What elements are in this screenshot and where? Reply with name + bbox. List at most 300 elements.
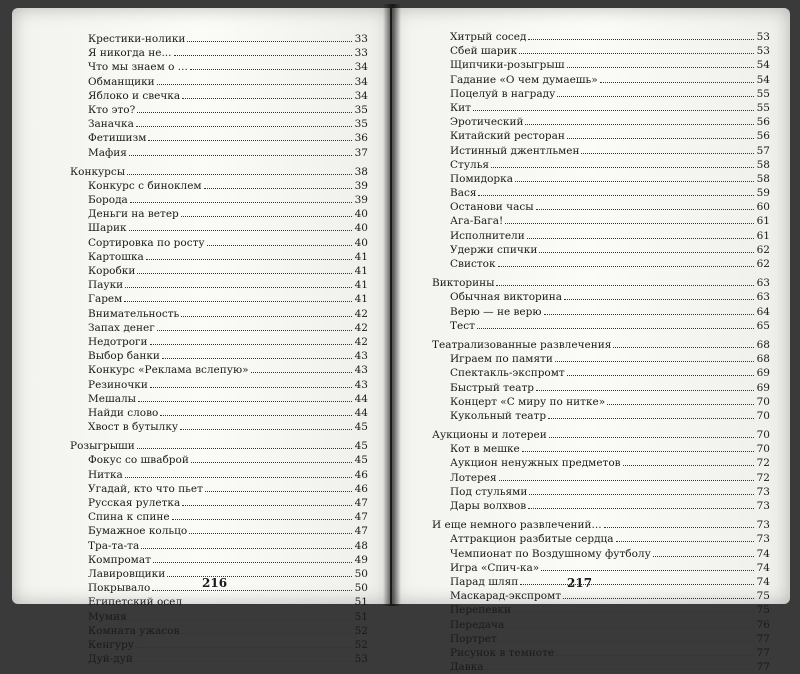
toc-entry-title: Игра «Спич-ка» <box>450 561 540 574</box>
toc-entry <box>70 392 368 406</box>
toc-entry <box>432 547 770 561</box>
toc-entry-page: 65 <box>756 319 770 332</box>
dot-leader <box>136 638 352 648</box>
toc-entry-title: Аукцион ненужных предметов <box>450 457 621 470</box>
dot-leader <box>181 307 352 317</box>
toc-entry-page: 77 <box>756 632 770 645</box>
toc-entry-page: 45 <box>354 421 368 434</box>
dot-leader <box>567 129 754 139</box>
toc-entry-title: Портрет <box>450 632 497 645</box>
toc-entry-title: Лавировщики <box>88 567 166 580</box>
toc-entry <box>70 595 368 609</box>
toc-entry-title: Щипчики-розыгрыш <box>450 59 565 72</box>
toc-entry <box>432 395 770 409</box>
toc-entry <box>432 532 770 546</box>
toc-entry <box>70 264 368 278</box>
toc-entry-title: Обычная викторина <box>450 291 563 304</box>
toc-entry-page: 46 <box>354 482 368 495</box>
right-page-number: 217 <box>567 576 593 590</box>
toc-entry-title: Что мы знаем о ... <box>88 61 188 74</box>
toc-entry <box>70 363 368 377</box>
toc-entry-title: Заначка <box>88 118 134 131</box>
toc-entry-page: 72 <box>756 457 770 470</box>
toc-entry-title: Кенгуру <box>88 638 134 651</box>
dot-leader <box>520 575 754 585</box>
dot-leader <box>141 539 352 549</box>
toc-entry-title: Дуй-дуй <box>88 653 133 666</box>
toc-entry-page: 70 <box>756 429 770 442</box>
dot-leader <box>251 363 352 373</box>
dot-leader <box>607 395 754 405</box>
dot-leader <box>613 338 754 348</box>
dot-leader <box>567 58 755 68</box>
toc-entry-title: Компромат <box>88 553 151 566</box>
toc-entry <box>432 409 770 423</box>
toc-entry-title: Конкурс с биноклем <box>88 179 202 192</box>
toc-entry-title: Поцелуй в награду <box>450 87 556 100</box>
toc-entry-page: 53 <box>756 31 770 43</box>
toc-entry-page: 35 <box>354 103 368 116</box>
toc-entry <box>70 292 368 306</box>
dot-leader <box>137 439 352 449</box>
toc-entry-page: 74 <box>756 561 770 574</box>
dot-leader <box>129 610 352 620</box>
toc-entry-page: 60 <box>756 201 770 214</box>
toc-entry-page: 77 <box>756 661 770 674</box>
toc-entry-page: 62 <box>756 258 770 270</box>
toc-entry-page: 59 <box>756 187 770 200</box>
toc-entry-title: Аукционы и лотереи <box>432 429 547 442</box>
toc-entry-title: Недотроги <box>88 335 148 348</box>
toc-entry <box>432 214 770 228</box>
toc-entry-title: Кот в мешке <box>450 443 520 456</box>
toc-entry-title: Викторины <box>432 277 495 290</box>
dot-leader <box>477 319 754 329</box>
toc-entry <box>432 456 770 470</box>
dot-leader <box>549 428 754 438</box>
toc-entry-title: Гадание «О чем думаешь» <box>450 73 598 86</box>
dot-leader <box>563 589 754 599</box>
toc-entry-title: Розыгрыши <box>70 440 135 453</box>
toc-entry <box>70 89 368 103</box>
toc-entry <box>432 319 770 333</box>
toc-entry <box>70 32 368 46</box>
dot-leader <box>653 547 754 557</box>
dot-leader <box>137 103 352 113</box>
toc-entry-title: Бумажное кольцо <box>88 525 188 538</box>
toc-entry-page: 58 <box>756 158 770 171</box>
toc-entry-title: Крестики-нолики <box>88 33 186 45</box>
toc-entry-title: Спина к спине <box>88 511 170 524</box>
toc-entry-page: 47 <box>354 525 368 538</box>
toc-entry-title: Тест <box>450 319 475 332</box>
toc-entry <box>432 485 770 499</box>
toc-entry-page: 51 <box>354 596 368 609</box>
toc-entry <box>432 73 770 87</box>
toc-section-entry <box>432 338 770 352</box>
toc-entry <box>70 179 368 193</box>
toc-entry-title: Китайский ресторан <box>450 130 565 143</box>
toc-entry-title: Конкурс «Реклама вслепую» <box>88 364 249 377</box>
toc-entry-title: Фетишизм <box>88 132 147 145</box>
toc-entry-page: 40 <box>354 208 368 221</box>
toc-entry <box>70 335 368 349</box>
toc-entry-title: Лотерея <box>450 471 497 484</box>
toc-entry-title: Передача <box>450 618 505 631</box>
dot-leader <box>555 352 754 362</box>
dot-leader <box>556 646 754 656</box>
dot-leader <box>187 32 352 42</box>
toc-entry <box>432 243 770 257</box>
toc-entry-page: 57 <box>756 144 770 157</box>
toc-entry-page: 45 <box>354 440 368 453</box>
toc-entry-title: Выбор банки <box>88 350 160 363</box>
dot-leader <box>581 144 754 154</box>
dot-leader <box>536 381 754 391</box>
dot-leader <box>124 292 352 302</box>
toc-entry-page: 34 <box>354 61 368 74</box>
toc-entry-title: Комната ужасов <box>88 624 180 637</box>
toc-entry-title: Яблоко и свечка <box>88 89 181 102</box>
toc-entry-title: Дары волхвов <box>450 500 527 512</box>
dot-leader <box>498 257 754 267</box>
toc-entry-page: 70 <box>756 395 770 408</box>
dot-leader <box>180 420 352 430</box>
toc-entry-page: 74 <box>756 547 770 560</box>
toc-entry-page: 58 <box>756 172 770 185</box>
toc-entry-page: 54 <box>756 59 770 72</box>
toc-entry <box>70 131 368 145</box>
toc-entry-page: 73 <box>756 533 770 546</box>
toc-entry-title: Верю — не верю <box>450 305 542 318</box>
dot-leader <box>506 618 754 628</box>
toc-entry-title: Хвост в бутылку <box>88 421 179 434</box>
toc-entry-title: Кто это? <box>88 103 136 116</box>
dot-leader <box>541 561 754 571</box>
toc-entry <box>70 307 368 321</box>
toc-entry-page: 37 <box>354 146 368 159</box>
toc-entry-title: Мумия <box>88 610 127 623</box>
toc-entry-page: 75 <box>756 590 770 603</box>
toc-entry-title: Русская рулетка <box>88 497 181 509</box>
toc-entry-page: 43 <box>354 378 368 391</box>
dot-leader <box>548 409 754 419</box>
dot-leader <box>130 193 352 203</box>
dot-leader <box>529 485 754 495</box>
toc-entry <box>432 366 770 380</box>
dot-leader <box>499 632 754 642</box>
toc-entry-page: 43 <box>354 350 368 363</box>
dot-leader <box>204 179 352 189</box>
toc-entry-page: 50 <box>354 567 368 580</box>
toc-entry-title: Обманщики <box>88 75 155 88</box>
toc-entry <box>432 603 770 617</box>
toc-entry-page: 63 <box>756 277 770 290</box>
dot-leader <box>182 624 353 634</box>
toc-entry-title: Покрывало <box>88 582 151 595</box>
dot-leader <box>513 603 754 613</box>
toc-entry <box>70 496 368 510</box>
dot-leader <box>515 172 754 182</box>
dot-leader <box>491 158 754 168</box>
toc-entry <box>432 115 770 129</box>
toc-entry-page: 33 <box>354 33 368 45</box>
toc-entry-page: 63 <box>756 291 770 304</box>
toc-section-entry <box>432 276 770 290</box>
toc-entry-page: 41 <box>354 279 368 292</box>
toc-entry-page: 61 <box>756 215 770 228</box>
toc-entry <box>432 172 770 186</box>
toc-entry <box>70 221 368 235</box>
toc-entry <box>70 60 368 74</box>
toc-entry-title: Коробки <box>88 265 136 277</box>
toc-entry-title: Эротический <box>450 116 524 129</box>
toc-entry-page: 35 <box>354 118 368 131</box>
toc-entry-title: Фокус со шваброй <box>88 454 189 467</box>
toc-entry-title: Хитрый сосед <box>450 31 527 43</box>
dot-leader <box>181 207 352 217</box>
toc-entry-title: Сортировка по росту <box>88 236 205 249</box>
toc-entry <box>432 660 770 674</box>
toc-entry-title: Под стульями <box>450 485 528 498</box>
toc-entry-title: Истинный джентльмен <box>450 144 580 157</box>
toc-entry <box>432 305 770 319</box>
toc-entry-title: Мафия <box>88 146 127 159</box>
toc-entry-title: Резиночки <box>88 378 148 391</box>
toc-entry <box>432 30 770 44</box>
toc-entry <box>432 381 770 395</box>
dot-leader <box>600 73 754 83</box>
dot-leader <box>528 499 754 509</box>
toc-entry-page: 56 <box>756 130 770 143</box>
dot-leader <box>189 524 352 534</box>
toc-entry <box>432 44 770 58</box>
toc-entry-page: 56 <box>756 116 770 129</box>
dot-leader <box>522 442 754 452</box>
left-page-number: 216 <box>202 576 228 590</box>
dot-leader <box>478 186 754 196</box>
toc-entry-title: Останови часы <box>450 201 534 214</box>
toc-entry-title: Перепевки <box>450 604 511 617</box>
dot-leader <box>174 46 353 56</box>
toc-entry-title: Театрализованные развлечения <box>432 338 612 351</box>
toc-entry <box>432 257 770 271</box>
toc-entry <box>70 406 368 420</box>
right-page <box>392 8 790 674</box>
left-page <box>12 8 390 666</box>
dot-leader <box>496 276 754 286</box>
dot-leader <box>486 660 754 670</box>
dot-leader <box>519 44 754 54</box>
toc-entry-page: 43 <box>354 364 368 377</box>
dot-leader <box>473 101 754 111</box>
toc-entry <box>70 103 368 117</box>
toc-entry <box>432 646 770 660</box>
toc-section-entry <box>70 165 368 179</box>
dot-leader <box>160 406 352 416</box>
toc-entry <box>432 442 770 456</box>
toc-entry <box>432 632 770 646</box>
toc-entry-page: 69 <box>756 381 770 394</box>
toc-entry <box>70 539 368 553</box>
toc-entry <box>432 186 770 200</box>
toc-entry <box>70 652 368 666</box>
toc-entry <box>70 250 368 264</box>
toc-entry-title: Деньги на ветер <box>88 208 179 221</box>
toc-entry <box>70 510 368 524</box>
toc-entry-page: 61 <box>756 229 770 242</box>
dot-leader <box>153 553 352 563</box>
dot-leader <box>129 146 352 156</box>
toc-entry-page: 47 <box>354 497 368 509</box>
toc-entry <box>70 638 368 652</box>
toc-entry-page: 68 <box>756 338 770 351</box>
toc-entry-page: 55 <box>756 87 770 100</box>
toc-entry-title: Стулья <box>450 158 490 171</box>
dot-leader <box>527 229 754 239</box>
toc-entry-title: Конкурсы <box>70 165 126 178</box>
toc-entry <box>70 207 368 221</box>
toc-section-entry <box>70 439 368 453</box>
toc-entry-page: 44 <box>354 392 368 405</box>
toc-entry-page: 62 <box>756 243 770 256</box>
toc-entry-page: 75 <box>756 604 770 617</box>
toc-entry <box>70 482 368 496</box>
toc-entry <box>432 561 770 575</box>
toc-entry-title: Пауки <box>88 279 124 292</box>
toc-entry-page: 54 <box>756 73 770 86</box>
toc-entry-page: 49 <box>354 553 368 566</box>
toc-entry <box>70 420 368 434</box>
toc-entry-title: Тра-та-та <box>88 539 140 552</box>
toc-entry <box>70 46 368 60</box>
toc-entry-page: 33 <box>354 47 368 60</box>
toc-entry-page: 50 <box>354 582 368 595</box>
toc-entry-title: Маскарад-экспромт <box>450 590 562 603</box>
toc-entry <box>432 58 770 72</box>
toc-entry <box>70 524 368 538</box>
toc-entry-page: 52 <box>354 624 368 637</box>
toc-entry-page: 34 <box>354 89 368 102</box>
dot-leader <box>190 60 352 70</box>
toc-entry-page: 38 <box>354 165 368 178</box>
toc-entry-page: 70 <box>756 443 770 456</box>
toc-entry-page: 73 <box>756 519 770 532</box>
toc-entry-page: 51 <box>354 610 368 623</box>
toc-entry <box>70 453 368 467</box>
dot-leader <box>528 30 754 40</box>
dot-leader <box>557 87 754 97</box>
dot-leader <box>162 349 352 359</box>
dot-leader <box>191 453 352 463</box>
dot-leader <box>167 567 352 577</box>
toc-entry-title: Кит <box>450 101 471 114</box>
toc-entry-page: 39 <box>354 194 368 207</box>
toc-entry <box>70 146 368 160</box>
toc-entry-page: 64 <box>756 305 770 318</box>
toc-entry-title: Внимательность <box>88 307 180 320</box>
toc-entry-title: Угадай, кто что пьет <box>88 482 203 495</box>
toc-entry <box>70 236 368 250</box>
toc-entry <box>432 290 770 304</box>
toc-entry-title: Кукольный театр <box>450 409 547 422</box>
toc-entry-page: 74 <box>756 575 770 588</box>
toc-entry <box>70 378 368 392</box>
toc-entry <box>432 589 770 603</box>
toc-entry-page: 77 <box>756 646 770 659</box>
dot-leader <box>148 131 352 141</box>
dot-leader <box>127 165 352 175</box>
dot-leader <box>137 264 352 274</box>
toc-entry-page: 70 <box>756 409 770 422</box>
toc-entry <box>432 101 770 115</box>
toc-entry-page: 36 <box>354 132 368 145</box>
toc-entry-title: Свисток <box>450 258 496 270</box>
toc-entry <box>432 618 770 632</box>
toc-entry-title: Давка <box>450 661 484 674</box>
toc-entry-page: 73 <box>756 500 770 512</box>
toc-entry-page: 46 <box>354 468 368 481</box>
toc-entry-title: Удержи спички <box>450 243 538 256</box>
toc-entry-page: 69 <box>756 367 770 380</box>
toc-entry <box>70 624 368 638</box>
toc-entry-page: 39 <box>354 179 368 192</box>
toc-entry-title: Рисунок в темноте <box>450 646 555 659</box>
toc-entry <box>70 349 368 363</box>
dot-leader <box>182 496 352 506</box>
toc-entry-title: Египетский осел <box>88 596 183 609</box>
dot-leader <box>536 200 754 210</box>
dot-leader <box>150 335 352 345</box>
toc-entry-page: 72 <box>756 471 770 484</box>
dot-leader <box>152 581 352 591</box>
dot-leader <box>567 366 754 376</box>
toc-entry-title: Гарем <box>88 293 123 306</box>
toc-entry-title: Нитка <box>88 468 123 481</box>
toc-entry <box>70 468 368 482</box>
toc-entry-page: 68 <box>756 353 770 366</box>
toc-entry-page: 42 <box>354 335 368 348</box>
toc-entry <box>432 144 770 158</box>
toc-entry-title: Концерт «С миру по нитке» <box>450 395 606 408</box>
dot-leader <box>539 243 754 253</box>
toc-entry-title: Мешалы <box>88 392 137 405</box>
toc-entry-page: 40 <box>354 236 368 249</box>
dot-leader <box>604 518 754 528</box>
dot-leader <box>150 378 352 388</box>
toc-entry <box>70 75 368 89</box>
dot-leader <box>184 595 352 605</box>
dot-leader <box>205 482 352 492</box>
dot-leader <box>525 115 754 125</box>
toc-entry-title: Исполнители <box>450 229 525 242</box>
toc-entry-title: Помидорка <box>450 172 513 185</box>
dot-leader <box>157 321 352 331</box>
toc-section-entry <box>432 428 770 442</box>
toc-entry-page: 47 <box>354 511 368 524</box>
toc-entry-page: 52 <box>354 638 368 651</box>
book-gutter <box>383 4 401 606</box>
toc-entry-title: Аттракцион разбитые сердца <box>450 533 614 546</box>
dot-leader <box>182 89 352 99</box>
dot-leader <box>499 471 754 481</box>
dot-leader <box>616 532 754 542</box>
dot-leader <box>172 510 352 520</box>
toc-entry <box>70 321 368 335</box>
toc-entry <box>70 193 368 207</box>
dot-leader <box>136 117 352 127</box>
right-toc-list <box>432 30 770 674</box>
